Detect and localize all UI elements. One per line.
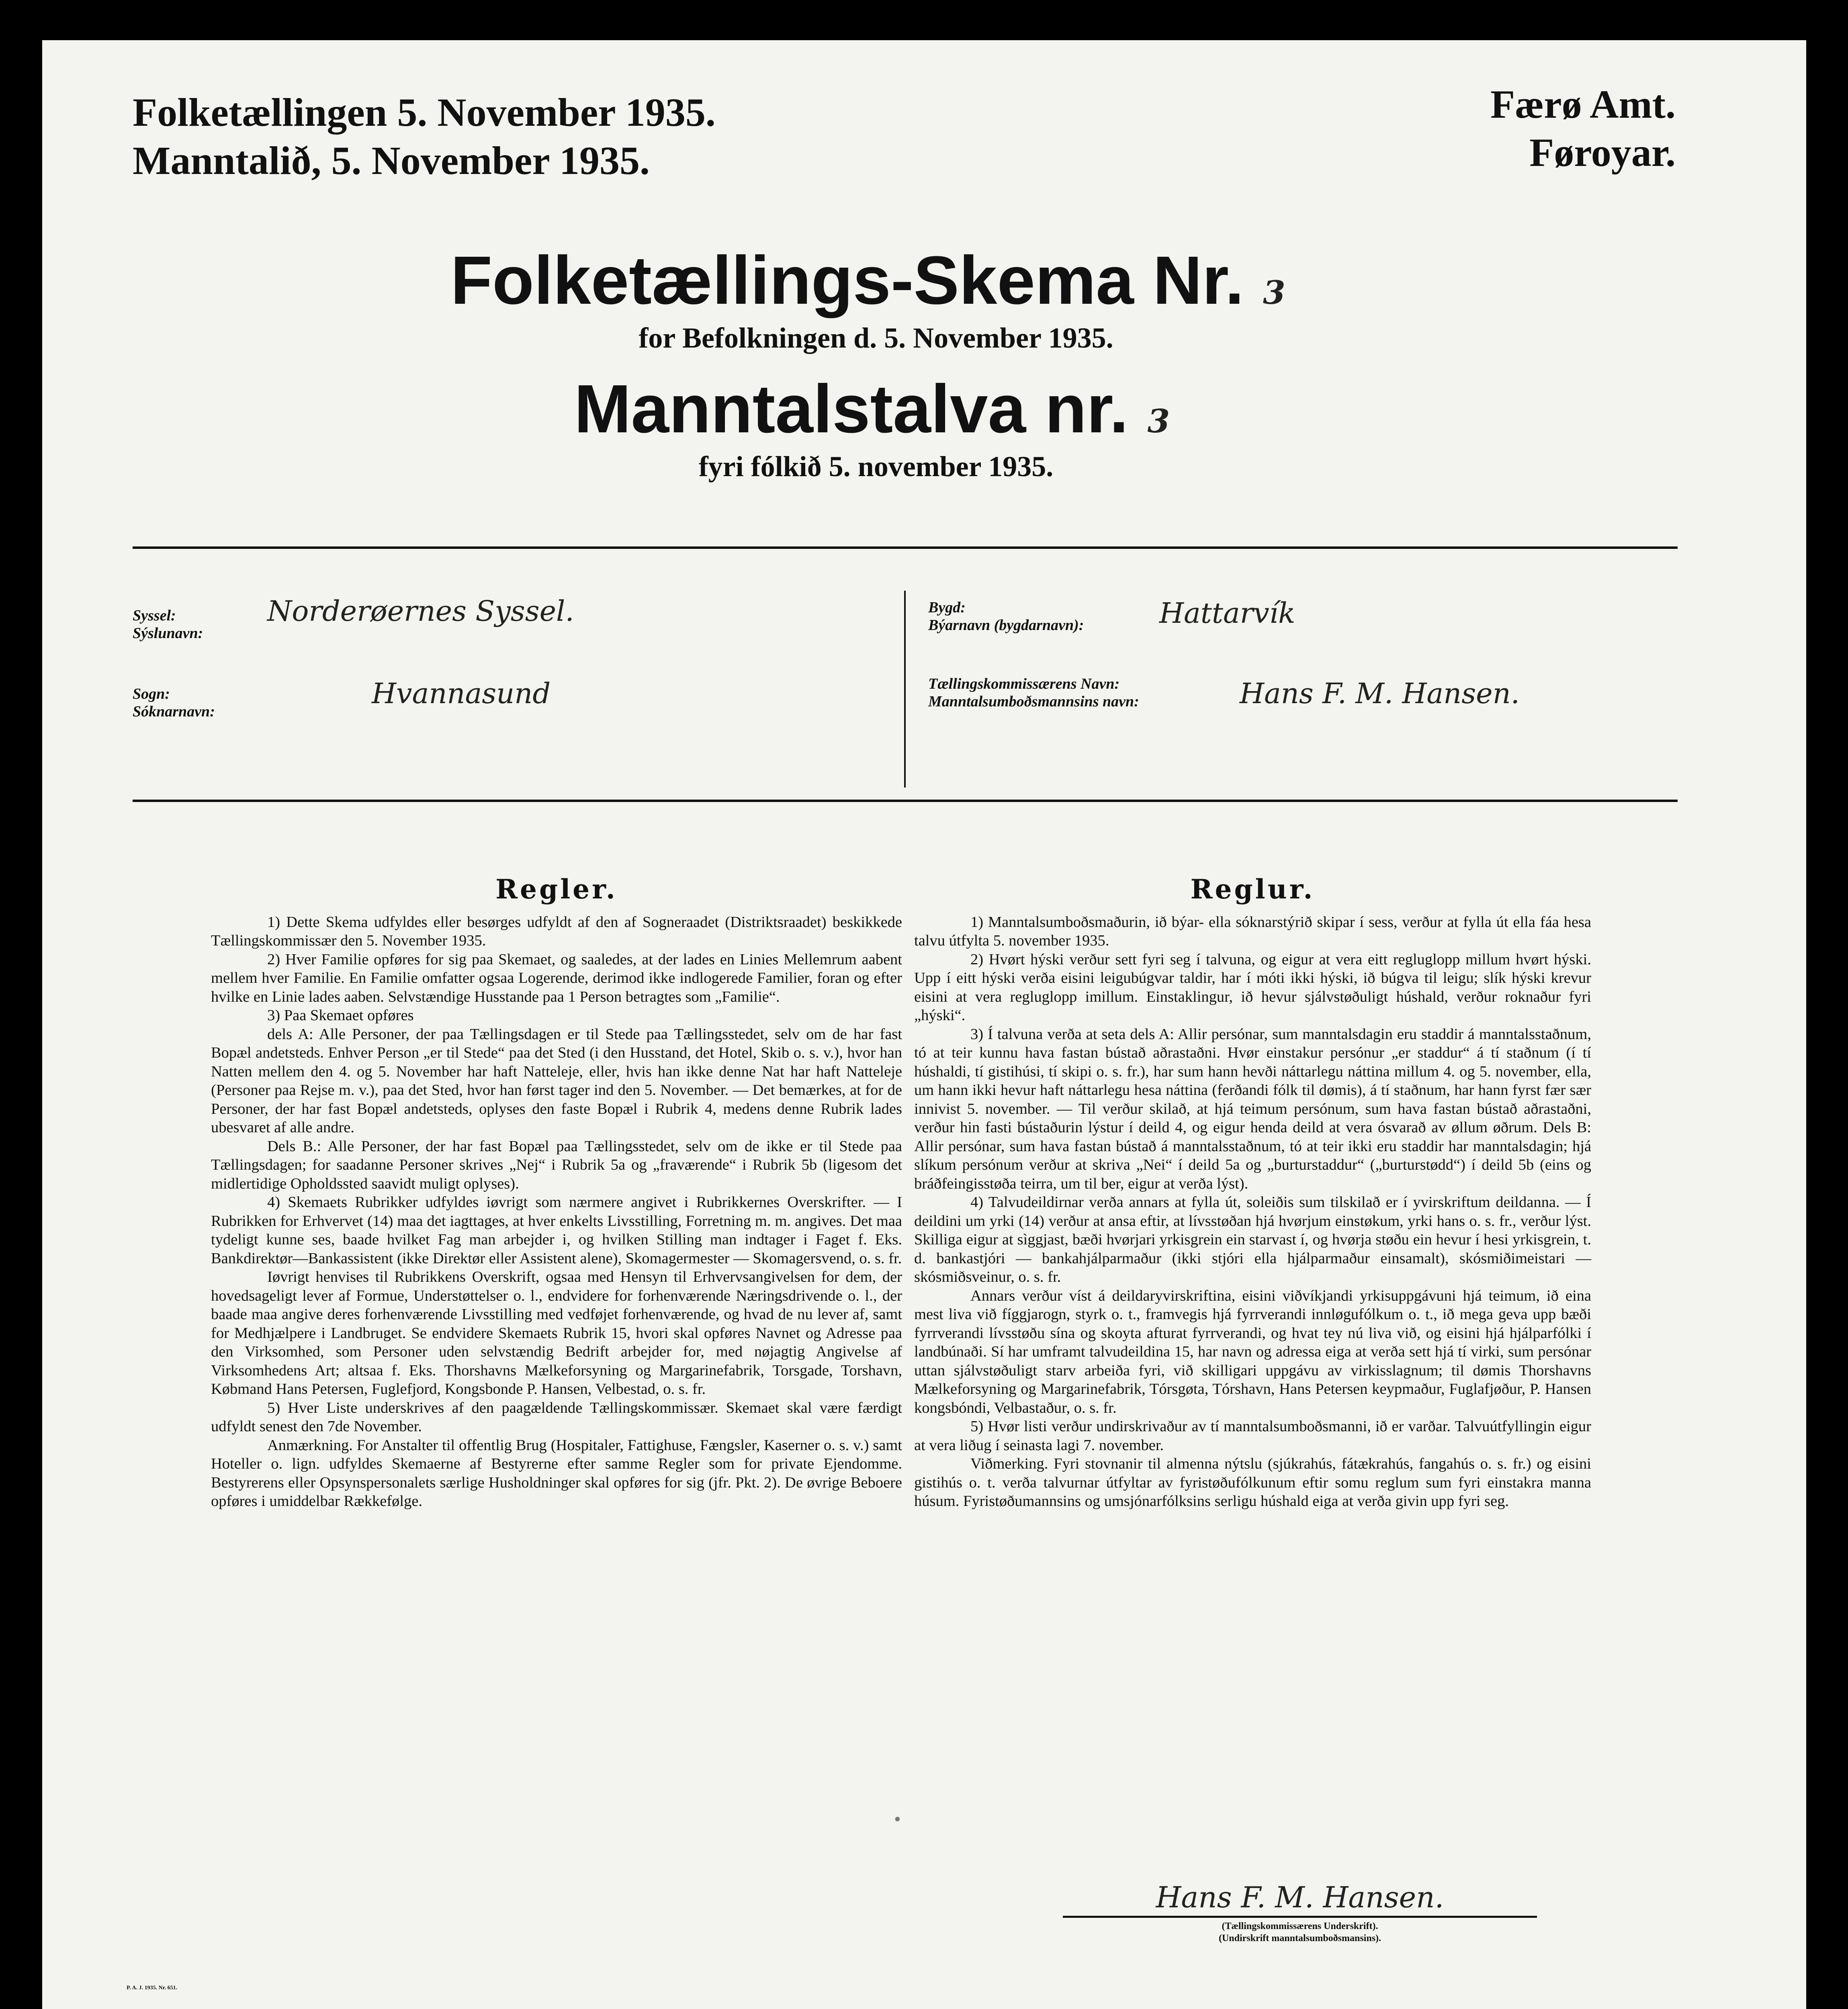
manntal-subtitle: fyri fólkið 5. november 1935. [698, 450, 1054, 483]
sogn-value: Hvannasund [372, 677, 551, 710]
soknarnavn-label: Sóknarnavn: [133, 703, 215, 720]
reglur-paragraph: Annars verður víst á deildaryvirskriftina, eisini viðvíkjandi yrkisuppgávuni hjá teimum, ið eina mest liva við fíggjarogn, styrk o. t., framvegis hjá fyrrverandi innløgufólkum o. t., ið mega geva upp bæði fyrrverandi lívsstøðu sína og skoyta afturat fyrrverandi, og hvat tey nú liva við, og eisini hjá hjálparfólki í landbúnaði. Sí har umframt talvudeildina 15, har navn og adressa eiga at verða sett hjá tí virki, sum persónar uttan sjálvstøðuligt starv arbeiða fyri, við skilligari uppgávu av virkisslagnum; til dømis Thorshavns Mælkeforsyning og Margarinefabrik, Tórsgøta, Tórshavn, Hans Petersen keypmaður, Fuglafjøður, P. Hansen kongsbóndi, Velbastaður, o. s. fr. [914, 1287, 1591, 1416]
syssel-label: Syssel: [133, 607, 176, 624]
regler-heading: Regler. [495, 874, 618, 905]
reglur-paragraph: 3) Í talvuna verða at seta dels A: Allir persónar, sum manntalsdagin eru staddir á manntalsstaðnum, tó at teir kunnu hava fastan bústað aðrastaðni. Hvør einstakur persónur „er staddur“ á tí staðnum (í tí húshaldi, tí gistihúsi, tí skipi o. s. fr.), har sum hann hevði náttarlegu náttina millum 4. og 5. november, ella, um hann ikki hevur haft náttarlegu hesa náttina (ferðandi fólk til dømis), á tí staðnum, har hann fyrst fær sær innivist 5. november. — Til verður skilað, at hjá teimum persónum, sum hava fastan bústað aðrastaðni, verður hin fasti bústaðurin lýstur í deild 4, og eigur henda deild at vera ósvarað av øllum øðrum. Dels B: Allir persónar, sum hava fastan bústað á manntalsstaðnum, tó at teir ikki eru staddir har manntalsdagin; hjá slíkum persónum verður at skriva „Nei“ í deild 5a og „burturstaddur“ („burturstødd“) í deild 5b (eins og bráðfeingisstøða teirra, um til ber, eigur at verða lýst). [914, 1025, 1591, 1192]
regler-paragraph: dels A: Alle Personer, der paa Tællingsdagen er til Stede paa Tællingsstedet, selv om de har fast Bopæl andetsteds. Enhver Person „er til Stede“ paa det Sted (i den Husstand, det Hotel, Skib o. s. v.), hvor han Natten mellem den 4. og 5. November har haft Natteleje, eller, hvis han ikke denne Nat har haft Natteleje (Personer paa Rejse m. v.), paa det Sted, hvor han først tager ind den 5. November. — Det bemærkes, at for de Personer, der har fast Bopæl andetsteds, oplyses den faste Bopæl i Rubrik 4, medens denne Rubrik lades ubesvaret af alle andre. [211, 1025, 902, 1136]
kommissaer-field [928, 675, 1139, 710]
reglur-paragraph: 4) Talvudeildirnar verða annars at fylla út, soleiðis sum tilskilað er í yvirskriftum deildanna. — Í deildini um yrki (14) verður at ansa eftir, at lívsstøðan hjá hvørjum einstøkum, yrki hans o. s. fr., verður lýst. Skilliga eigur at sìggjast, bæði hvørjari yrkisgrein ein starvast í, og hvørja støðu ein hevur í hesi yrkisgrein, t. d. bankastjóri — bankahjálparmaður (ikki stjóri ella hjálparmaður einsamalt), skósmiðimeistari — skósmiðsveinur, o. s. fr. [914, 1194, 1591, 1285]
header-title-faroese: Manntalið, 5. November 1935. [133, 138, 650, 183]
skema-number: 3 [1263, 274, 1285, 311]
divider-top [133, 546, 1678, 549]
reglur-paragraph: Viðmerking. Fyri stovnanir til almenna nýtslu (sjúkrahús, fátækrahús, fangahús o. s. fr.) og eisini gistihús o. t. verða talvurnar útfyltar av fyristøðufólkunum eftir somu reglum sum fyri einstakra manna húsum. Fyristøðumannsins og umsjónarfólksins serligu húshald eiga at verða givin upp fyri seg. [914, 1455, 1591, 1510]
regler-paragraph: 5) Hver Liste underskrives af den paagældende Tællingskommissær. Skemaet skal være færdigt udfyldt senest den 7de November. [211, 1399, 902, 1435]
regler-paragraph: 4) Skemaets Rubrikker udfyldes iøvrigt som nærmere angivet i Rubrikkernes Overskrifter. — I Rubrikken for Erhvervet (14) maa det iagttages, at hver enkelts Livsstilling, Forretning m. m. angives. Det maa tydeligt kunne ses, baade hvilket Fag man arbejder i, og hvilken Stilling man indtager i Faget f. Eks. Bankdirektør—Bankassistent (ikke Direktør eller Assistent alene), Skomagermester — Skomagersvend, o. s. fr. [211, 1194, 902, 1267]
signature-caption-faroese: (Undirskrift manntalsumboðsmansins). [1218, 1933, 1381, 1944]
manntal-number: 3 [1147, 402, 1170, 440]
header-amt: Færø Amt. [1490, 82, 1676, 127]
regler-paragraph: 2) Hver Familie opføres for sig paa Skemaet, og saaledes, at der lades en Linies Mellemrum aabent mellem hver Familie. En Familie omfatter ogsaa Logerende, derimod ikke indlogerede Familier, foran og efter hvilke en Linie lades aaben. Selvstændige Husstande paa 1 Person betragtes som „Familie“. [211, 951, 902, 1005]
stray-mark: • [894, 1809, 901, 1830]
manntal-title-text: Manntalstalva nr. [574, 371, 1129, 447]
signature-name: Hans F. M. Hansen. [1156, 1880, 1444, 1914]
regler-paragraph: 1) Dette Skema udfyldes eller besørges udfyldt af den af Sogneraadet (Distriktsraadet) beskikkede Tællingskommissær den 5. November 1935. [211, 913, 902, 949]
reglur-paragraph: 1) Manntalsumboðsmaðurin, ið býar- ella sóknarstýrið skipar í sess, verður at fylla út ella fáa hesa talvu útfylta 5. november 1935. [914, 913, 1591, 949]
bygd-label: Bygd: [928, 599, 966, 616]
skema-title-text: Folketællings-Skema Nr. [450, 242, 1244, 319]
bygd-field [928, 599, 1084, 634]
signature-line [1063, 1916, 1537, 1918]
sogn-label: Sogn: [133, 685, 170, 702]
reglur-heading: Reglur. [1190, 874, 1315, 905]
syslunavn-label: Sýslunavn: [133, 625, 203, 642]
regler-paragraph: Iøvrigt henvises til Rubrikkens Overskrift, ogsaa med Hensyn til Erhvervsangivelsen for dem, der hovedsageligt lever af Formue, Understøttelser o. l., endvidere for forhenværende Næringsdrivende o. l., der baade maa angive deres forhenværende Livsstilling med vedføjet forhenværende, og hvad de nu lever af, samt for Medhjælpere i Landbruget. Se endvidere Skemaets Rubrik 15, hvori skal opføres Navnet og Adresse paa den Virksomhed, som Personer uden selvstændig Bedrift arbejder for, med nøjagtig Angivelse af Virksomhedens Art; altsaa f. Eks. Thorshavns Mælkeforsyning og Margarinefabrik, Torsgade, Torshavn, Købmand Hans Petersen, Fuglefjord, Kongsbonde P. Hansen, Velbestad, o. s. fr. [211, 1268, 902, 1397]
syssel-value: Norderøernes Syssel. [267, 595, 574, 628]
header-right [1490, 80, 1676, 177]
umbodsmann-label: Manntalsumboðsmannsins navn: [928, 693, 1139, 710]
skema-subtitle: for Befolkningen d. 5. November 1935. [639, 322, 1113, 354]
header-title-danish: Folketællingen 5. November 1935. [133, 90, 716, 135]
kommissaer-label: Tællingskommissærens Navn: [928, 675, 1120, 692]
regler-paragraph: 3) Paa Skemaet opføres [267, 1007, 414, 1024]
bygd-value: Hattarvík [1159, 597, 1295, 630]
reglur-paragraph: 5) Hvør listi verður undirskrivaður av tí manntalsumboðsmanni, ið er varðar. Talvuútfyllingin eigur at vera liðug í seinasta lagi 7. november. [914, 1418, 1591, 1454]
field-divider [904, 591, 906, 788]
skema-title [42, 241, 1750, 320]
signature-block [1063, 1880, 1537, 1944]
manntal-title [42, 370, 1754, 448]
sogn-field [133, 685, 215, 720]
syssel-field [133, 607, 203, 642]
reglur-column [914, 874, 1591, 1511]
signature-caption-danish: (Tællingskommissærens Underskrift). [1222, 1921, 1378, 1931]
byarnavn-label: Býarnavn (bygdarnavn): [928, 617, 1084, 634]
header-foroyar: Føroyar. [1529, 130, 1676, 175]
regler-column [211, 874, 902, 1511]
kommissaer-value: Hans F. M. Hansen. [1240, 677, 1520, 710]
printer-note: P. A. J. 1935. Nr. 651. [127, 1985, 178, 1991]
regler-paragraph: Anmærkning. For Anstalter til offentlig Brug (Hospitaler, Fattighuse, Fængsler, Kaserner o. s. v.) samt Hoteller o. lign. udfyldes Skemaerne af Bestyrerne efter samme Regler som for private Ejendomme. Bestyrerens eller Opsynspersonalets særlige Husholdninger skal opføres for sig (jfr. Pkt. 2). De øvrige Beboere opføres i umiddelbar Rækkefølge. [211, 1436, 902, 1510]
divider-bottom [133, 800, 1678, 802]
header-left [133, 88, 716, 185]
reglur-paragraph: 2) Hvørt hýski verður sett fyri seg í talvuna, og eigur at vera eitt regluglopp millum hvørt hýski. Upp í eitt hýski verða eisini leigubúgvar taldir, har í móti ikki hýski, ið búgva til leigu; slík hýski krevur eisini at vera regluglopp imillum. Einstaklingur, ið hevur sjálvstøðuligt húshald, verður roknaður fyri „hýski“. [914, 951, 1591, 1024]
census-form-page [42, 40, 1806, 2009]
regler-paragraph: Dels B.: Alle Personer, der har fast Bopæl paa Tællingsstedet, selv om de ikke er til Stede paa Tællingsdagen; for saadanne Personer skrives „Nej“ i Rubrik 5a og „fraværende“ i Rubrik 5b (ligesom det midlertidige Opholdssted saavidt muligt oplyses). [211, 1137, 902, 1192]
